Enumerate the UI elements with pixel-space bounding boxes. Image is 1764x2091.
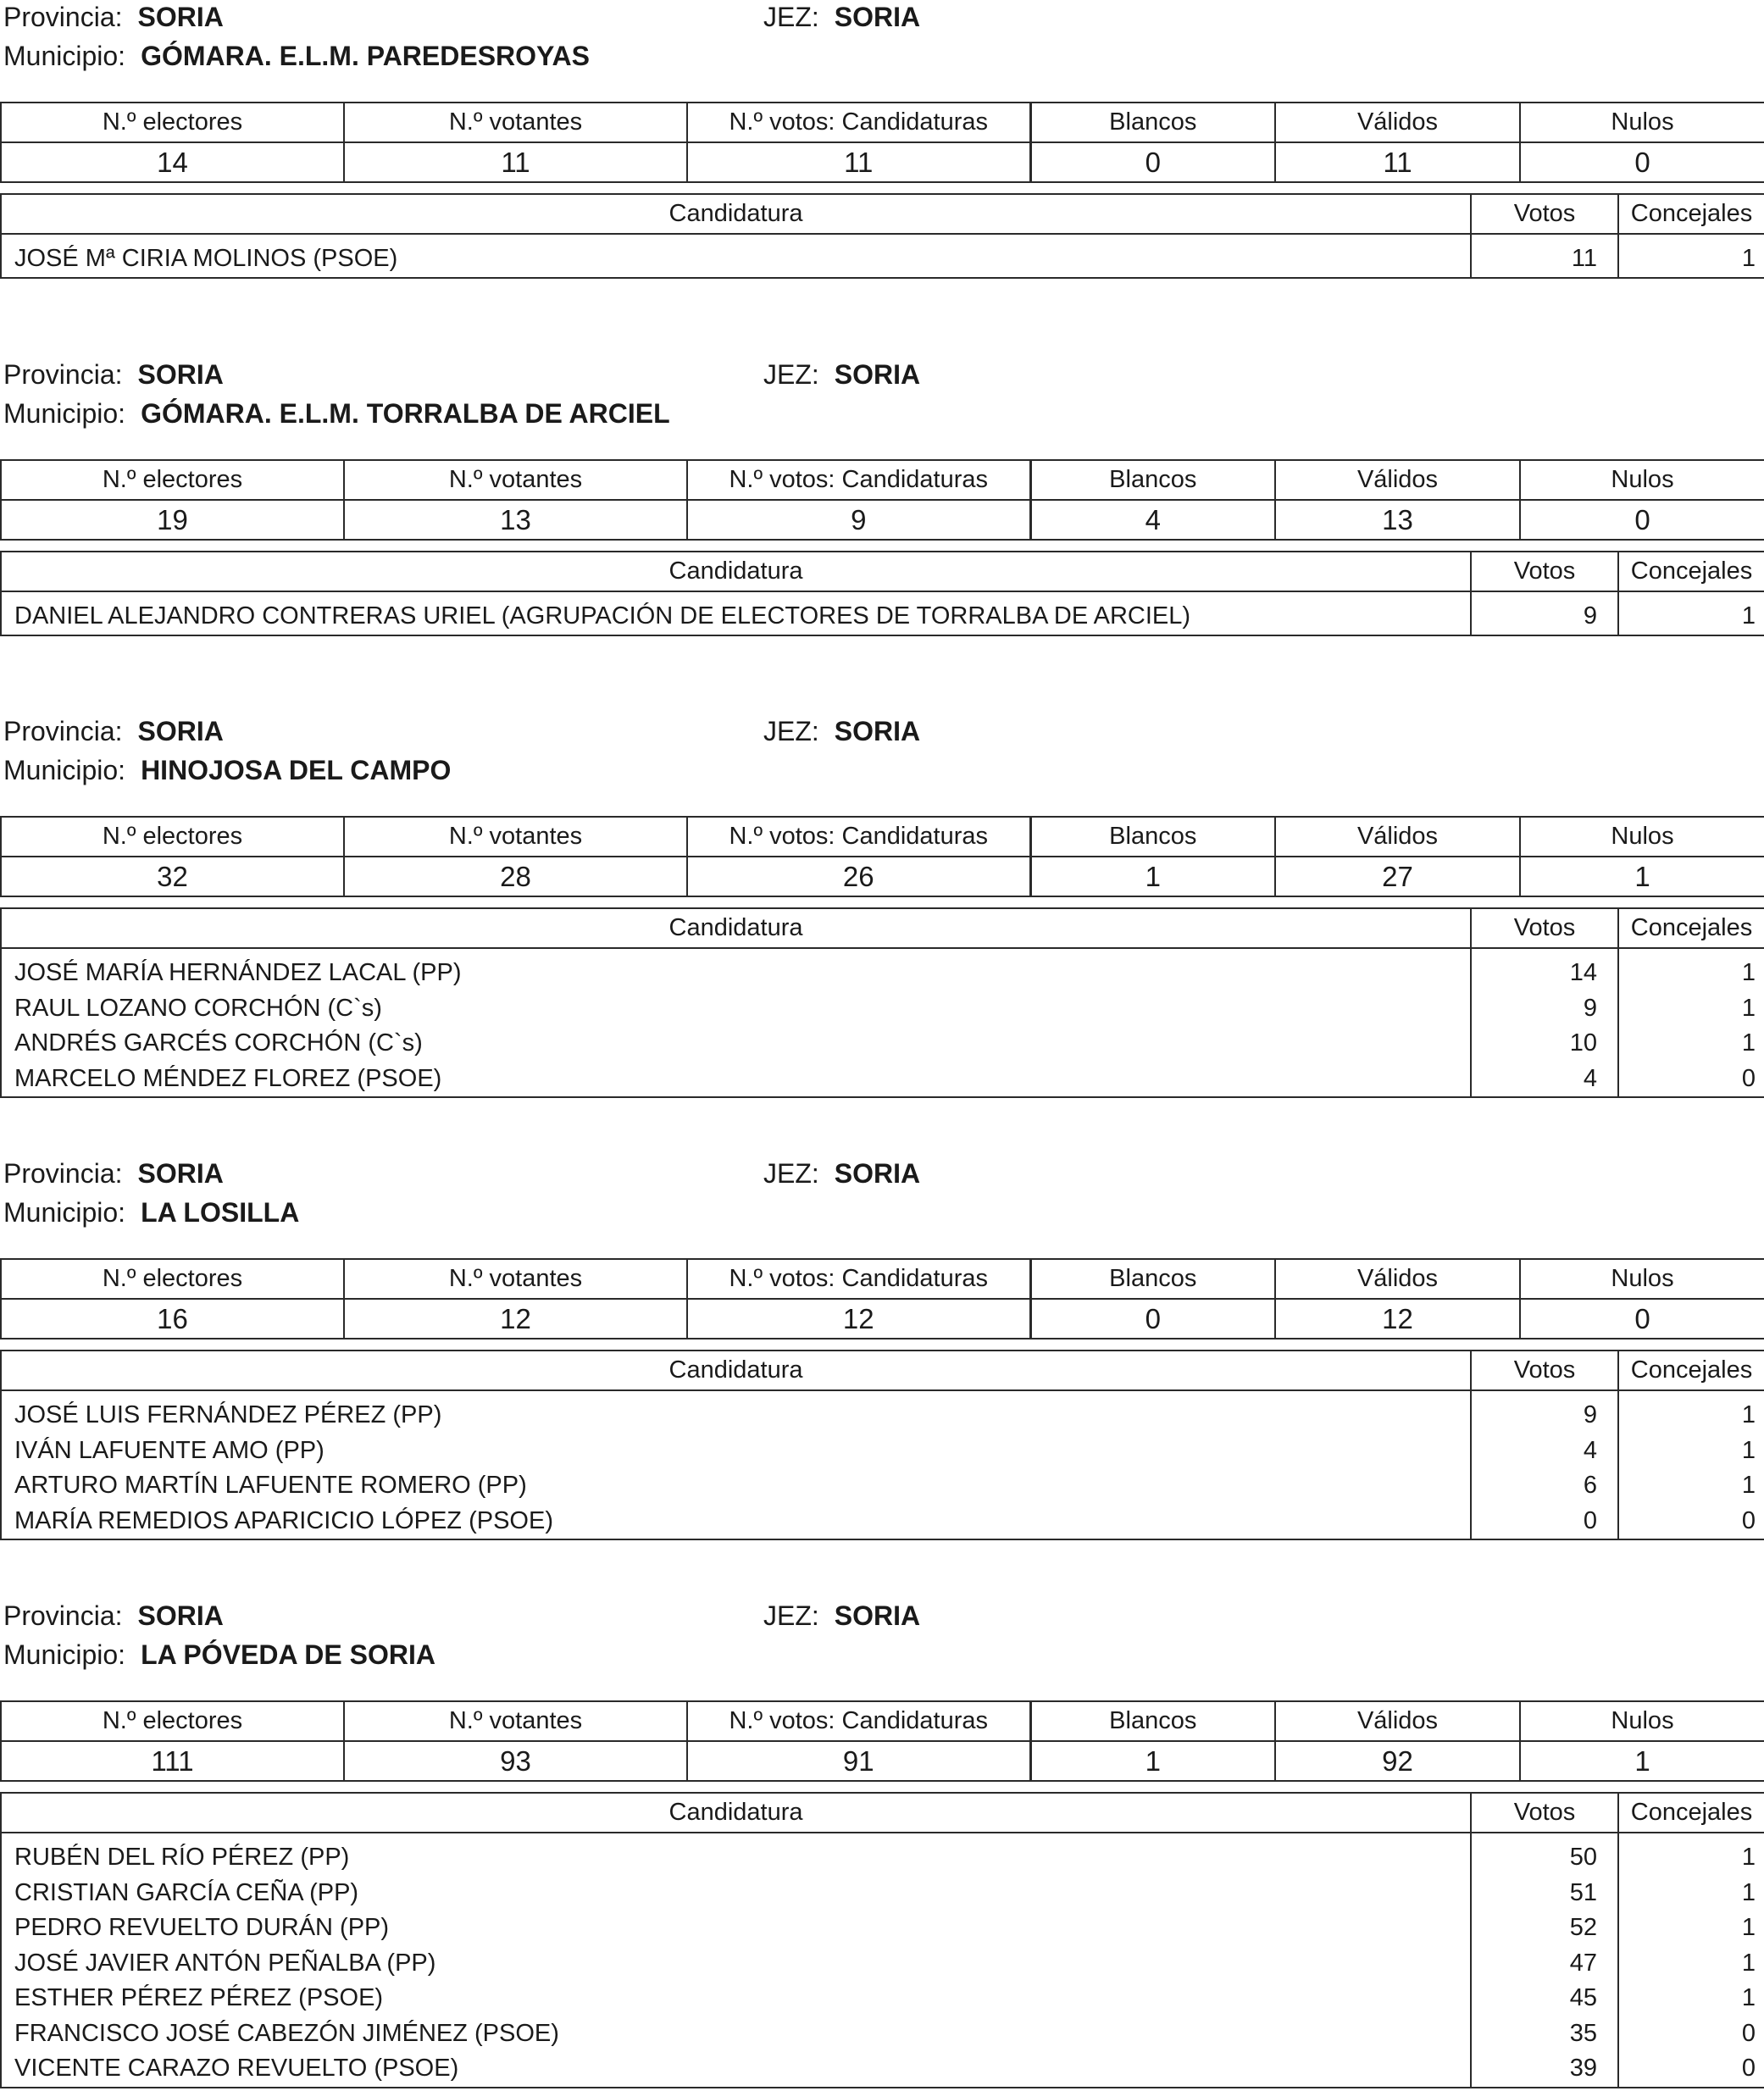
stats-table (0, 1700, 1764, 1782)
stats-value-blancos: 0 (1030, 142, 1275, 182)
stats-value-electores: 111 (1, 1741, 344, 1781)
candidate-name: JOSÉ LUIS FERNÁNDEZ PÉREZ (PP) (1, 1390, 1471, 1434)
stats-header-validos: Válidos (1275, 817, 1520, 857)
jez-value: SORIA (834, 716, 921, 746)
candidate-name: DANIEL ALEJANDRO CONTRERAS URIEL (AGRUPACIÓN DE ELECTORES DE TORRALBA DE ARCIEL) (1, 591, 1471, 635)
stats-header-blancos: Blancos (1030, 1701, 1275, 1741)
votos-header: Votos (1471, 908, 1618, 948)
stats-header-row (1, 460, 1764, 500)
stats-header-votos_cand: N.º votos: Candidaturas (687, 460, 1030, 500)
candidate-concejales: 0 (1618, 1062, 1764, 1098)
stats-header-blancos: Blancos (1030, 1259, 1275, 1299)
stats-header-votantes: N.º votantes (344, 817, 687, 857)
municipality-block (0, 358, 1764, 630)
candidate-name: ANDRÉS GARCÉS CORCHÓN (C`s) (1, 1026, 1471, 1062)
municipality-header (0, 0, 1764, 80)
stats-header-votos_cand: N.º votos: Candidaturas (687, 817, 1030, 857)
stats-header-votos_cand: N.º votos: Candidaturas (687, 103, 1030, 142)
stats-value-electores: 19 (1, 500, 344, 540)
stats-header-validos: Válidos (1275, 460, 1520, 500)
jez-line (763, 716, 920, 747)
municipality-header (0, 1156, 1764, 1236)
candidate-row (1, 591, 1764, 635)
candidate-name: VICENTE CARAZO REVUELTO (PSOE) (1, 2051, 1471, 2088)
stats-value-votos_cand: 12 (687, 1299, 1030, 1339)
stats-value-votantes: 28 (344, 857, 687, 896)
stats-header-electores: N.º electores (1, 1259, 344, 1299)
stats-header-votos_cand: N.º votos: Candidaturas (687, 1259, 1030, 1299)
votos-header: Votos (1471, 552, 1618, 591)
stats-value-row (1, 1299, 1764, 1339)
candidate-votos: 9 (1471, 991, 1618, 1027)
stats-table (0, 816, 1764, 897)
candidate-name: MARCELO MÉNDEZ FLOREZ (PSOE) (1, 1062, 1471, 1098)
stats-header-votantes: N.º votantes (344, 1259, 687, 1299)
stats-header-blancos: Blancos (1030, 103, 1275, 142)
candidate-row (1, 1833, 1764, 1876)
municipio-line (3, 398, 670, 430)
provincia-value: SORIA (137, 2, 224, 32)
stats-value-votos_cand: 11 (687, 142, 1030, 182)
candidates-table (0, 551, 1764, 636)
candidate-votos: 0 (1471, 1504, 1618, 1540)
provincia-label: Provincia: (3, 716, 123, 746)
stats-table (0, 102, 1764, 183)
votos-header: Votos (1471, 194, 1618, 234)
candidate-concejales: 0 (1618, 1504, 1764, 1540)
municipality-block (0, 1599, 1764, 2083)
stats-value-electores: 16 (1, 1299, 344, 1339)
concejales-header: Concejales (1618, 552, 1764, 591)
municipio-label: Municipio: (3, 1639, 126, 1670)
candidate-votos: 39 (1471, 2051, 1618, 2088)
municipio-label: Municipio: (3, 1197, 126, 1228)
stats-value-votantes: 13 (344, 500, 687, 540)
candidatura-header: Candidatura (1, 194, 1471, 234)
municipality-header (0, 1599, 1764, 1678)
stats-value-row (1, 500, 1764, 540)
stats-value-validos: 12 (1275, 1299, 1520, 1339)
jez-label: JEZ: (763, 1158, 819, 1189)
stats-header-blancos: Blancos (1030, 460, 1275, 500)
candidate-name: PEDRO REVUELTO DURÁN (PP) (1, 1911, 1471, 1946)
stats-table (0, 459, 1764, 541)
municipality-block (0, 1156, 1764, 1534)
stats-value-nulos: 0 (1520, 1299, 1764, 1339)
candidate-concejales: 1 (1618, 1390, 1764, 1434)
stats-value-votantes: 11 (344, 142, 687, 182)
candidate-row (1, 1981, 1764, 2016)
candidate-concejales: 1 (1618, 1911, 1764, 1946)
candidate-concejales: 1 (1618, 234, 1764, 278)
candidate-row (1, 1062, 1764, 1098)
jez-line (763, 1600, 920, 1632)
candidate-concejales: 1 (1618, 1026, 1764, 1062)
candidate-votos: 4 (1471, 1434, 1618, 1469)
candidate-row (1, 2016, 1764, 2052)
stats-value-votos_cand: 91 (687, 1741, 1030, 1781)
candidate-concejales: 0 (1618, 2016, 1764, 2052)
stats-header-row (1, 103, 1764, 142)
stats-header-validos: Válidos (1275, 103, 1520, 142)
stats-header-nulos: Nulos (1520, 103, 1764, 142)
stats-value-row (1, 142, 1764, 182)
municipio-line (3, 1639, 435, 1671)
candidate-row (1, 234, 1764, 278)
stats-value-votantes: 93 (344, 1741, 687, 1781)
provincia-value: SORIA (137, 359, 224, 390)
provincia-label: Provincia: (3, 1158, 123, 1189)
jez-label: JEZ: (763, 2, 819, 32)
stats-header-votantes: N.º votantes (344, 460, 687, 500)
municipio-line (3, 755, 451, 786)
jez-line (763, 359, 920, 391)
stats-header-electores: N.º electores (1, 103, 344, 142)
municipio-value: LA PÓVEDA DE SORIA (141, 1639, 435, 1670)
candidate-name: ARTURO MARTÍN LAFUENTE ROMERO (PP) (1, 1468, 1471, 1504)
candidate-votos: 52 (1471, 1911, 1618, 1946)
stats-header-electores: N.º electores (1, 460, 344, 500)
provincia-value: SORIA (137, 716, 224, 746)
candidate-row (1, 1946, 1764, 1982)
candidate-name: ESTHER PÉREZ PÉREZ (PSOE) (1, 1981, 1471, 2016)
concejales-header: Concejales (1618, 908, 1764, 948)
stats-header-row (1, 1701, 1764, 1741)
provincia-value: SORIA (137, 1600, 224, 1631)
candidate-name: FRANCISCO JOSÉ CABEZÓN JIMÉNEZ (PSOE) (1, 2016, 1471, 2052)
provincia-value: SORIA (137, 1158, 224, 1189)
candidate-concejales: 1 (1618, 948, 1764, 991)
candidate-name: JOSÉ MARÍA HERNÁNDEZ LACAL (PP) (1, 948, 1471, 991)
stats-value-electores: 32 (1, 857, 344, 896)
candidate-name: RUBÉN DEL RÍO PÉREZ (PP) (1, 1833, 1471, 1876)
votos-header: Votos (1471, 1351, 1618, 1390)
stats-value-nulos: 1 (1520, 1741, 1764, 1781)
stats-value-validos: 92 (1275, 1741, 1520, 1781)
candidate-votos: 9 (1471, 1390, 1618, 1434)
municipality-header (0, 714, 1764, 794)
candidate-concejales: 1 (1618, 1876, 1764, 1911)
stats-value-nulos: 0 (1520, 142, 1764, 182)
municipio-value: HINOJOSA DEL CAMPO (141, 755, 452, 785)
stats-value-blancos: 1 (1030, 1741, 1275, 1781)
jez-value: SORIA (834, 2, 921, 32)
provincia-line (3, 716, 224, 747)
candidates-header-row (1, 908, 1764, 948)
votos-header: Votos (1471, 1793, 1618, 1833)
stats-header-nulos: Nulos (1520, 1701, 1764, 1741)
candidate-votos: 47 (1471, 1946, 1618, 1982)
provincia-line (3, 1600, 224, 1632)
candidate-concejales: 1 (1618, 1468, 1764, 1504)
candidate-row (1, 2051, 1764, 2088)
candidate-votos: 50 (1471, 1833, 1618, 1876)
stats-value-row (1, 1741, 1764, 1781)
stats-value-votos_cand: 26 (687, 857, 1030, 896)
stats-table (0, 1258, 1764, 1339)
candidate-votos: 51 (1471, 1876, 1618, 1911)
municipio-line (3, 1197, 299, 1229)
candidate-name: CRISTIAN GARCÍA CEÑA (PP) (1, 1876, 1471, 1911)
stats-header-validos: Válidos (1275, 1701, 1520, 1741)
stats-header-votos_cand: N.º votos: Candidaturas (687, 1701, 1030, 1741)
candidates-header-row (1, 194, 1764, 234)
provincia-line (3, 1158, 224, 1190)
candidate-name: MARÍA REMEDIOS APARICICIO LÓPEZ (PSOE) (1, 1504, 1471, 1540)
jez-label: JEZ: (763, 359, 819, 390)
candidate-row (1, 1911, 1764, 1946)
jez-line (763, 2, 920, 33)
candidate-concejales: 1 (1618, 1833, 1764, 1876)
candidate-row (1, 1504, 1764, 1540)
stats-header-nulos: Nulos (1520, 1259, 1764, 1299)
candidate-votos: 6 (1471, 1468, 1618, 1504)
stats-value-nulos: 0 (1520, 500, 1764, 540)
jez-value: SORIA (834, 359, 921, 390)
stats-value-electores: 14 (1, 142, 344, 182)
stats-value-blancos: 0 (1030, 1299, 1275, 1339)
candidate-votos: 11 (1471, 234, 1618, 278)
stats-value-validos: 13 (1275, 500, 1520, 540)
stats-value-votos_cand: 9 (687, 500, 1030, 540)
provincia-line (3, 359, 224, 391)
candidates-header-row (1, 1793, 1764, 1833)
stats-header-votantes: N.º votantes (344, 1701, 687, 1741)
candidate-name: RAUL LOZANO CORCHÓN (C`s) (1, 991, 1471, 1027)
candidate-votos: 4 (1471, 1062, 1618, 1098)
candidatura-header: Candidatura (1, 908, 1471, 948)
candidate-votos: 10 (1471, 1026, 1618, 1062)
stats-value-nulos: 1 (1520, 857, 1764, 896)
municipio-value: GÓMARA. E.L.M. PAREDESROYAS (141, 41, 590, 71)
candidate-name: IVÁN LAFUENTE AMO (PP) (1, 1434, 1471, 1469)
municipio-label: Municipio: (3, 755, 126, 785)
candidate-row (1, 991, 1764, 1027)
stats-value-votantes: 12 (344, 1299, 687, 1339)
jez-line (763, 1158, 920, 1190)
candidate-concejales: 1 (1618, 1981, 1764, 2016)
candidate-concejales: 1 (1618, 1946, 1764, 1982)
municipio-line (3, 41, 590, 72)
candidates-table (0, 907, 1764, 1098)
municipality-header (0, 358, 1764, 437)
provincia-label: Provincia: (3, 359, 123, 390)
candidate-row (1, 1468, 1764, 1504)
stats-header-validos: Válidos (1275, 1259, 1520, 1299)
provincia-label: Provincia: (3, 1600, 123, 1631)
candidate-name: JOSÉ JAVIER ANTÓN PEÑALBA (PP) (1, 1946, 1471, 1982)
candidatura-header: Candidatura (1, 1793, 1471, 1833)
stats-value-validos: 11 (1275, 142, 1520, 182)
candidate-votos: 45 (1471, 1981, 1618, 2016)
stats-value-blancos: 4 (1030, 500, 1275, 540)
candidatura-header: Candidatura (1, 1351, 1471, 1390)
municipality-block (0, 714, 1764, 1092)
candidate-row (1, 948, 1764, 991)
stats-header-electores: N.º electores (1, 1701, 344, 1741)
stats-header-row (1, 1259, 1764, 1299)
candidate-concejales: 1 (1618, 991, 1764, 1027)
provincia-line (3, 2, 224, 33)
provincia-label: Provincia: (3, 2, 123, 32)
jez-label: JEZ: (763, 716, 819, 746)
candidates-table (0, 1792, 1764, 2088)
candidates-header-row (1, 1351, 1764, 1390)
candidates-header-row (1, 552, 1764, 591)
stats-header-electores: N.º electores (1, 817, 344, 857)
stats-value-row (1, 857, 1764, 896)
stats-header-row (1, 817, 1764, 857)
stats-header-votantes: N.º votantes (344, 103, 687, 142)
municipio-label: Municipio: (3, 398, 126, 429)
concejales-header: Concejales (1618, 194, 1764, 234)
candidate-row (1, 1026, 1764, 1062)
candidate-votos: 35 (1471, 2016, 1618, 2052)
candidates-table (0, 1350, 1764, 1540)
candidate-votos: 14 (1471, 948, 1618, 991)
stats-header-nulos: Nulos (1520, 817, 1764, 857)
candidate-concejales: 1 (1618, 1434, 1764, 1469)
stats-header-blancos: Blancos (1030, 817, 1275, 857)
concejales-header: Concejales (1618, 1351, 1764, 1390)
candidate-concejales: 0 (1618, 2051, 1764, 2088)
stats-value-validos: 27 (1275, 857, 1520, 896)
candidate-row (1, 1876, 1764, 1911)
candidate-row (1, 1390, 1764, 1434)
jez-value: SORIA (834, 1600, 921, 1631)
municipality-block (0, 0, 1764, 273)
stats-header-nulos: Nulos (1520, 460, 1764, 500)
jez-value: SORIA (834, 1158, 921, 1189)
stats-value-blancos: 1 (1030, 857, 1275, 896)
candidates-table (0, 193, 1764, 279)
concejales-header: Concejales (1618, 1793, 1764, 1833)
candidate-concejales: 1 (1618, 591, 1764, 635)
candidate-row (1, 1434, 1764, 1469)
municipio-value: LA LOSILLA (141, 1197, 300, 1228)
candidate-votos: 9 (1471, 591, 1618, 635)
candidate-name: JOSÉ Mª CIRIA MOLINOS (PSOE) (1, 234, 1471, 278)
municipio-label: Municipio: (3, 41, 126, 71)
candidatura-header: Candidatura (1, 552, 1471, 591)
municipio-value: GÓMARA. E.L.M. TORRALBA DE ARCIEL (141, 398, 670, 429)
jez-label: JEZ: (763, 1600, 819, 1631)
